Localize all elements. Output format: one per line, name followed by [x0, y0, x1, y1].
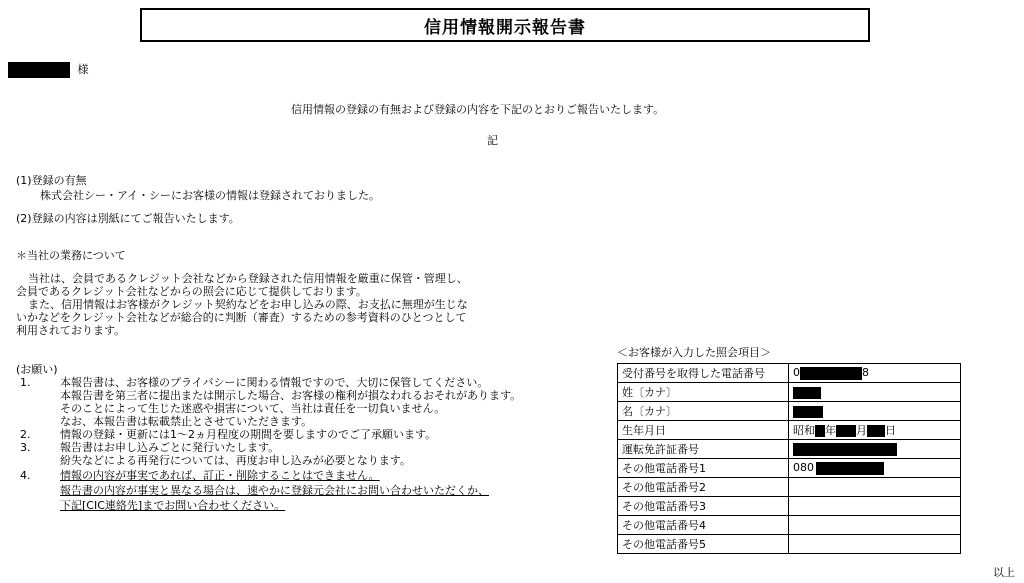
value-prefix: 0	[793, 366, 800, 380]
request-item-1	[20, 376, 521, 428]
value-month-unit: 月	[856, 424, 867, 437]
inquiry-heading: ＜お客様が入力した照会項目＞	[617, 346, 771, 359]
business-line: 会員であるクレジット会社などからの照会に応じて提供しております。	[16, 285, 367, 298]
request-line: 紛失などによる再発行については、再度お申し込みが必要となります。	[60, 454, 411, 467]
recipient-suffix: 様	[77, 63, 89, 76]
footer-end: 以上	[993, 566, 1015, 579]
redacted-month	[836, 425, 856, 437]
row-label: 生年月日	[618, 421, 789, 440]
request-num: 4.	[20, 469, 31, 482]
row-label: 運転免許証番号	[618, 440, 789, 459]
ki-label: 記	[487, 134, 498, 147]
request-line: なお、本報告書は転載禁止とさせていただきます。	[60, 415, 313, 428]
request-line: 下記[CIC連絡先]までお問い合わせください。	[60, 499, 286, 512]
value-prefix: 080	[793, 461, 814, 475]
request-line: 情報の登録・更新には1～2ヵ月程度の期間を要しますのでご了承願います。	[60, 428, 437, 441]
row-label: その他電話番号3	[618, 497, 789, 516]
report-title: 信用情報開示報告書	[140, 8, 870, 42]
row-label: その他電話番号2	[618, 478, 789, 497]
row-label: 名〔カナ〕	[618, 402, 789, 421]
table-row	[618, 402, 961, 421]
request-line: 情報の内容が事実であれば、訂正・削除することはできません。	[60, 469, 380, 482]
business-line: 利用されております。	[16, 324, 126, 337]
row-label: その他電話番号5	[618, 535, 789, 554]
table-row	[618, 364, 961, 383]
value-day-unit: 日	[885, 424, 896, 437]
table-row	[618, 383, 961, 402]
redacted-day	[867, 425, 885, 437]
row-label: 受付番号を取得した電話番号	[618, 364, 789, 383]
redacted-value	[793, 387, 821, 399]
row-value	[789, 459, 961, 478]
request-item-2	[20, 428, 521, 441]
redacted-value	[793, 406, 823, 418]
business-heading: ＊当社の業務について	[16, 249, 126, 262]
request-line: 本報告書を第三者に提出または開示した場合、お客様の権利が損なわれるおそれがあります。	[60, 389, 522, 402]
request-line: 本報告書は、お客様のプライバシーに関わる情報ですので、大切に保管してください。	[60, 376, 489, 389]
inquiry-table	[617, 363, 961, 554]
row-label: 姓〔カナ〕	[618, 383, 789, 402]
business-line: 当社は、会員であるクレジット会社などから登録された信用情報を厳重に保管・管理し、	[28, 272, 468, 285]
table-row	[618, 421, 961, 440]
request-line: 報告書はお申し込みごとに発行いたします。	[60, 441, 280, 454]
requests-heading: (お願い)	[16, 363, 58, 376]
request-num: 2.	[20, 428, 31, 441]
row-label: その他電話番号1	[618, 459, 789, 478]
recipient	[8, 62, 89, 78]
section1-heading: (1)登録の有無	[16, 174, 87, 187]
row-value	[789, 364, 961, 383]
business-line: また、信用情報はお客様がクレジット契約などをお申し込みの際、お支払に無理が生じな	[28, 298, 468, 311]
value-year-unit: 年	[825, 424, 836, 437]
section1-body: 株式会社シー・アイ・シーにお客様の情報は登録されておりました。	[40, 189, 381, 202]
request-line: そのことによって生じた迷惑や損害について、当社は責任を一切負いません。	[60, 402, 446, 415]
row-label: その他電話番号4	[618, 516, 789, 535]
row-value	[789, 497, 961, 516]
redacted-year	[815, 425, 825, 437]
value-suffix: 8	[862, 366, 869, 380]
row-value	[789, 535, 961, 554]
business-line: いかなどをクレジット会社などが総合的に判断（審査）するための参考資料のひとつとして	[16, 311, 467, 324]
section2-heading: (2)登録の内容は別紙にてご報告いたします。	[16, 212, 240, 225]
request-line: 報告書の内容が事実と異なる場合は、速やかに登録元会社にお問い合わせいただくか、	[60, 484, 489, 497]
table-row	[618, 497, 961, 516]
request-item-4	[20, 469, 521, 512]
row-value	[789, 402, 961, 421]
row-value	[789, 383, 961, 402]
row-value	[789, 516, 961, 535]
table-row	[618, 459, 961, 478]
row-value	[789, 440, 961, 459]
table-row	[618, 478, 961, 497]
request-num: 3.	[20, 441, 31, 454]
redacted-value	[816, 462, 884, 475]
request-num: 1.	[20, 376, 31, 389]
table-row	[618, 440, 961, 459]
table-row	[618, 516, 961, 535]
row-value	[789, 478, 961, 497]
table-row	[618, 535, 961, 554]
redacted-value	[800, 367, 862, 380]
row-value	[789, 421, 961, 440]
business-body	[16, 272, 468, 337]
request-item-3	[20, 441, 521, 467]
value-prefix: 昭和	[793, 424, 815, 437]
redacted-recipient-name	[8, 62, 70, 78]
intro-text: 信用情報の登録の有無および登録の内容を下記のとおりご報告いたします。	[291, 103, 665, 116]
redacted-value	[793, 443, 897, 456]
requests-list	[20, 376, 521, 512]
